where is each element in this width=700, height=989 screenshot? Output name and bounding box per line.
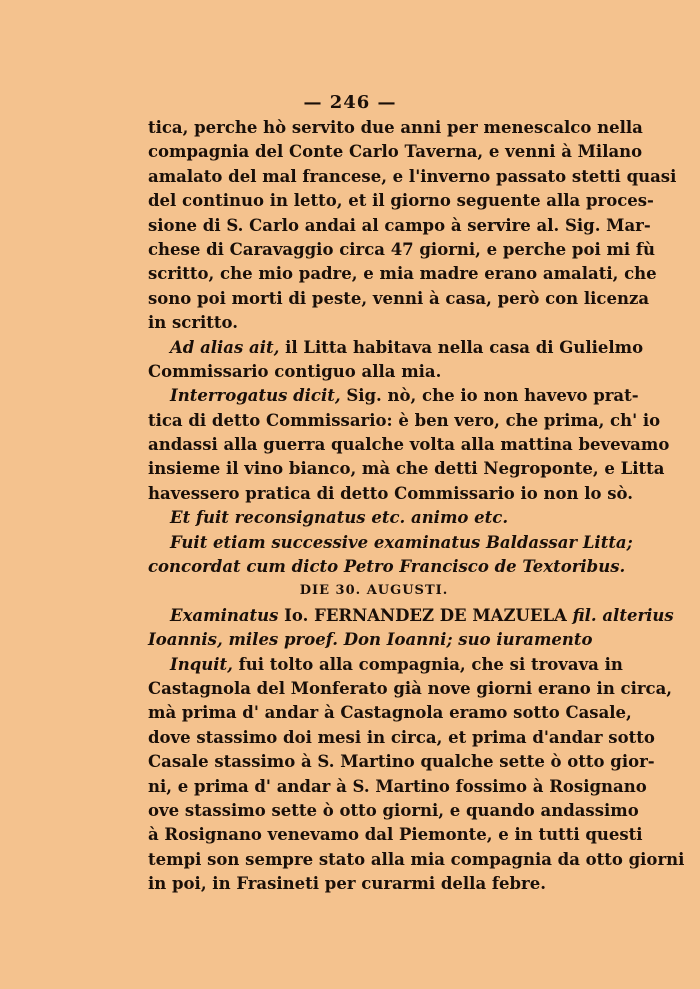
text-line [148, 262, 657, 286]
text-line [148, 140, 643, 164]
text-line [148, 311, 600, 335]
text-line-body: Castagnola del Monferato già nove giorni erano in circa, [148, 678, 673, 698]
text-line [148, 726, 655, 750]
text-line [148, 482, 633, 506]
text-line-lead: Examinatus [170, 605, 279, 625]
text-line [148, 238, 656, 262]
text-line [148, 214, 651, 238]
text-line [148, 555, 626, 579]
text-line-body: in scritto. [148, 313, 239, 333]
text-line [148, 506, 600, 530]
text-line-body: Et fuit reconsignatus etc. animo etc. [170, 508, 509, 528]
text-line-body: del continuo in letto, et il giorno seguente alla proces- [148, 191, 654, 211]
text-line [148, 531, 633, 555]
text-line-body: scritto, che mio padre, e mia madre erano amalati, che [148, 264, 657, 284]
text-line [148, 604, 674, 628]
text-line [148, 872, 600, 896]
text-line-body: mà prima d' andar à Castagnola eramo sotto Casale, [148, 703, 632, 723]
text-line-body: amalato del mal francese, e l'inverno passato stetti quasi [148, 166, 677, 186]
text-line [148, 653, 623, 677]
text-line [148, 287, 650, 311]
text-line-body: compagnia del Conte Carlo Taverna, e venni à Milano [148, 142, 643, 162]
text-line [148, 360, 600, 384]
text-line-lead: Inquit, [170, 654, 233, 674]
text-line-body: tica, perche hò servito due anni per menescalco nella [148, 118, 643, 137]
text-line-body: Commissario contiguo alla mia. [148, 361, 442, 381]
text-line [148, 457, 665, 481]
page-number: — 246 — [303, 92, 397, 113]
text-line [148, 628, 600, 652]
text-line-body: in poi, in Frasineti per curarmi della febre. [148, 874, 546, 894]
text-line-lead: Interrogatus dicit, [170, 386, 341, 406]
text-line-body: dove stassimo doi mesi in circa, et prima d'andar sotto [148, 727, 655, 747]
text-line-body: DIE 30. AUGUSTI. [299, 583, 449, 599]
text-line [148, 799, 639, 823]
text-line-body: à Rosignano venevamo dal Piemonte, e in tutti questi [148, 825, 643, 845]
text-line-body: andassi alla guerra qualche volta alla mattina bevevamo [148, 435, 670, 455]
text-line-body: tempi son sempre stato alla mia compagnia da otto giorni [148, 849, 685, 869]
body-text [148, 116, 685, 897]
text-line-body: ove stassimo sette ò otto giorni, e quando andassimo [148, 800, 639, 820]
text-line-lead: Ad alias ait, [170, 337, 280, 357]
text-line-body: sono poi morti di peste, venni à casa, però con licenza [148, 288, 650, 308]
text-line [148, 189, 654, 213]
text-line-body: insieme il vino bianco, mà che detti Negroponte, e Litta [148, 459, 665, 479]
text-line [148, 116, 643, 140]
text-line-tail: fil. alterius [572, 605, 674, 625]
text-line-body: Sig. nò, che io non havevo prat- [340, 386, 639, 406]
text-line-body: il Litta habitava nella casa di Gulielmo [279, 337, 644, 357]
text-line [148, 433, 670, 457]
text-line [148, 384, 639, 408]
text-line [148, 823, 643, 847]
text-line-body: Io. FERNANDEZ DE MAZUELA [278, 605, 573, 625]
text-line-body: chese di Caravaggio circa 47 giorni, e perche poi mi fù [148, 239, 656, 259]
text-line-body: Ioannis, miles proef. Don Ioanni; suo iuramento [148, 630, 593, 650]
text-line [148, 579, 600, 603]
text-line-body: tica di detto Commissario: è ben vero, che prima, ch' io [148, 410, 661, 430]
text-line-body: Fuit etiam successive examinatus Baldassar Litta; [170, 532, 633, 552]
text-line-body: sione di S. Carlo andai al campo à servire al. Sig. Mar- [148, 215, 651, 235]
text-line-body: fui tolto alla compagnia, che si trovava in [232, 654, 623, 674]
text-line [148, 701, 632, 725]
text-line-body: havessero pratica di detto Commissario io non lo sò. [148, 483, 633, 503]
text-line-body: Casale stassimo à S. Martino qualche sette ò otto gior- [148, 752, 655, 772]
text-line [148, 677, 673, 701]
text-line-body: ni, e prima d' andar à S. Martino fossimo à Rosignano [148, 776, 647, 796]
text-line [148, 848, 685, 872]
text-line [148, 336, 644, 360]
text-line [148, 775, 647, 799]
text-line-body: concordat cum dicto Petro Francisco de Textoribus. [148, 557, 626, 577]
text-line [148, 165, 677, 189]
text-line [148, 750, 655, 774]
text-line [148, 409, 661, 433]
